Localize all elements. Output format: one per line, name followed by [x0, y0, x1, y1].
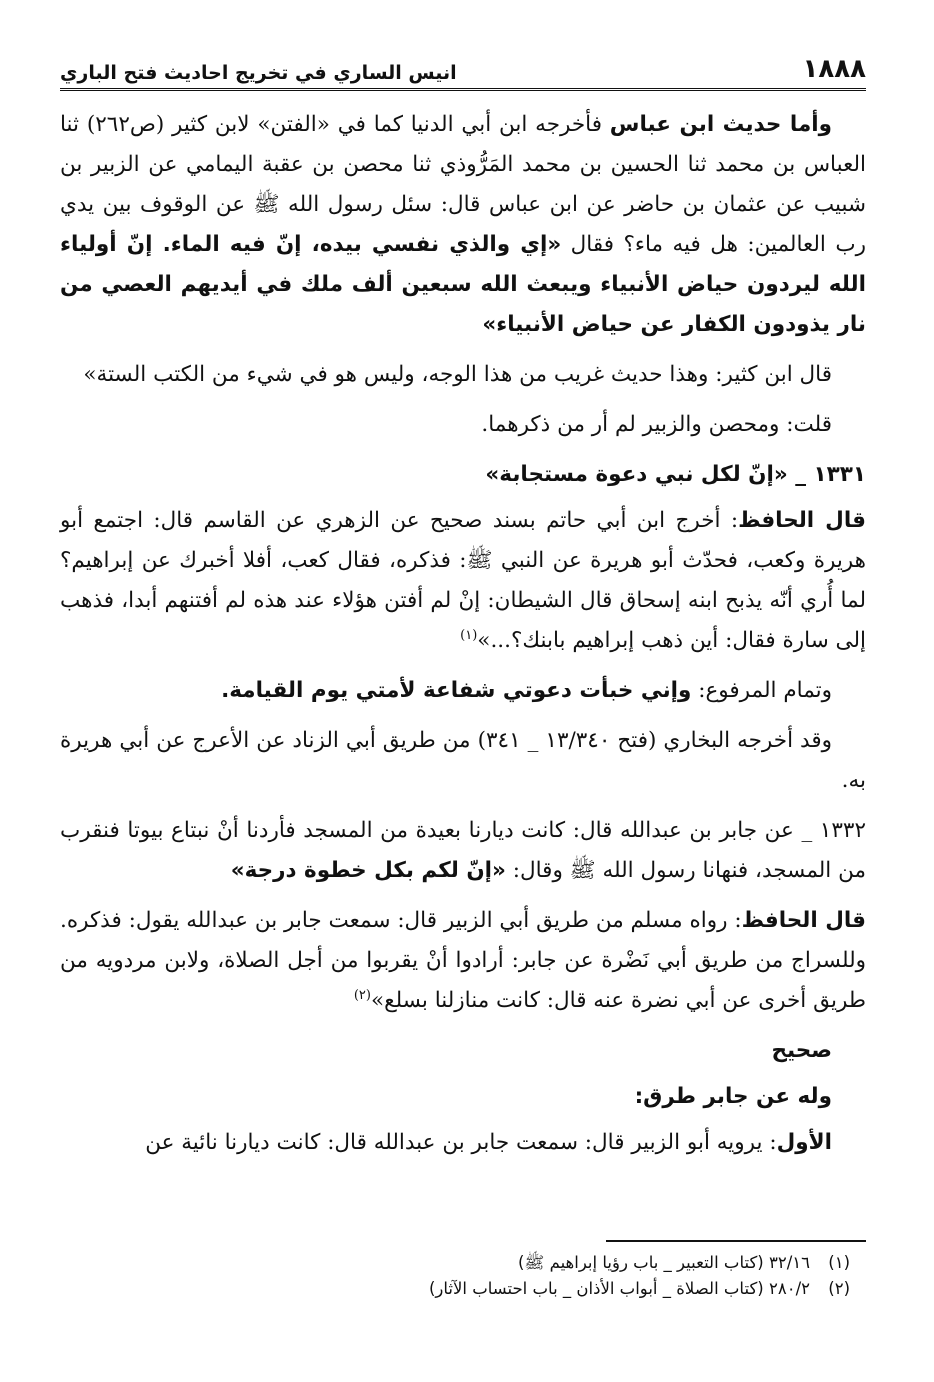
- paragraph-hafiz-1: [60, 501, 866, 661]
- paragraph-lead: وأما حديث ابن عباس: [609, 112, 832, 137]
- footnote-ref[interactable]: (٢): [353, 987, 371, 1003]
- footnote-item: [60, 1276, 866, 1302]
- footnote-item: [60, 1250, 866, 1276]
- paragraph-text: فأخرجه ابن أبي الدنيا كما في «الفتن» لابن كثير (ص٢٦٢) ثنا العباس بن محمد ثنا الحسين بن محمد المَرُّوذي ثنا محصن بن عقبة اليمامي عن الزبير بن شبيب عن عثمان بن حاضر عن ابن عباس قال: سئل رسول الله ﷺ عن الوقوف بين يدي رب العالمين: هل فيه ماء؟ فقال: [60, 112, 866, 257]
- running-title: انيس الساري في تخريج احاديث فتح الباري: [60, 62, 457, 84]
- hadith-1332: [60, 811, 866, 891]
- hadith-heading-1331: ١٣٣١ _ «إنّ لكل نبي دعوة مستجابة»: [485, 462, 866, 487]
- paragraph-qultu: قلت: ومحصن والزبير لم أر من ذكرهما.: [481, 412, 832, 437]
- paragraph-hafiz-2: [60, 901, 866, 1021]
- hadith-text: «إنّ لكم بكل خطوة درجة»: [230, 858, 506, 883]
- footnotes: [60, 1240, 866, 1302]
- footnote-ref[interactable]: (١): [460, 627, 478, 643]
- paragraph-ibn-kathir: قال ابن كثير: وهذا حديث غريب من هذا الوجه، وليس هو في شيء من الكتب الستة»: [83, 362, 832, 387]
- page-number: ١٨٨٨: [802, 54, 866, 84]
- paragraph-text: : يرويه أبو الزبير قال: سمعت جابر بن عبدالله قال: كانت ديارنا نائية عن: [145, 1130, 777, 1155]
- paragraph-bukhari: وقد أخرجه البخاري (فتح ١٣/٣٤٠ _ ٣٤١) من طريق أبي الزناد عن الأعرج عن أبي هريرة به.: [60, 728, 866, 793]
- paragraph-text: : رواه مسلم من طريق أبي الزبير قال: سمعت جابر بن عبدالله يقول: فذكره. وللسراج من طريق أبي نَضْرة عن جابر: أرادوا أنْ يقربوا من أجل الصلاة، ولابن مردويه من طريق أخرى عن أبي نضرة عنه قال: كانت منازلنا بسلع»: [59, 908, 866, 1013]
- paragraph-lead: الأول: [776, 1130, 832, 1155]
- grading-heading: صحيح: [771, 1038, 832, 1063]
- page-body: [60, 105, 866, 1163]
- footnote-number: (١): [828, 1253, 850, 1272]
- paragraph-lead: قال الحافظ: [738, 508, 866, 533]
- book-page: [60, 50, 866, 1173]
- footnote-text: ٣٢/١٦ (كتاب التعبير _ باب رؤيا إبراهيم ﷺ): [517, 1253, 810, 1272]
- turuq-heading: وله عن جابر طرق:: [634, 1084, 832, 1109]
- hadith-text: «إي والذي نفسي بيده، إنّ فيه الماء. إنّ أولياء الله ليردون حياض الأنبياء ويبعث الله سبعين ألف ملك في أيديهم العصي من نار يذودون الكفار عن حياض الأنبياء»: [60, 232, 866, 337]
- footnote-number: (٢): [828, 1279, 850, 1298]
- paragraph-marfu: [60, 671, 866, 711]
- paragraph-lead: قال الحافظ: [741, 908, 866, 933]
- page-header: [60, 50, 866, 91]
- footnote-divider: [606, 1240, 866, 1242]
- paragraph-text: وتمام المرفوع:: [691, 678, 832, 703]
- paragraph-text: : أخرج ابن أبي حاتم بسند صحيح عن الزهري عن القاسم قال: اجتمع أبو هريرة وكعب، فحدّث أبو هريرة عن النبي ﷺ: فذكره، فقال كعب، أفلا أخبرك عن إبراهيم؟ لما أُري أنّه يذبح ابنه إسحاق قال الشيطان: إنْ لم أفتن هؤلاء عند هذه لم أفتنهم أبدا، فذهب إلى سارة فقال: أين ذهب إبراهيم بابنك؟...»: [60, 508, 866, 653]
- footnote-text: ٢٨٠/٢ (كتاب الصلاة _ أبواب الأذان _ باب احتساب الآثار): [428, 1279, 810, 1298]
- paragraph-awwal: [60, 1123, 866, 1163]
- hadith-text: وإني خبأت دعوتي شفاعة لأمتي يوم القيامة.: [221, 678, 692, 703]
- paragraph-ibn-abbas: [60, 105, 866, 345]
- paragraph-text: ١٣٣٢ _ عن جابر بن عبدالله قال: كانت ديارنا بعيدة من المسجد فأردنا أنْ نبتاع بيوتا فنقرب من المسجد، فنهانا رسول الله ﷺ وقال:: [60, 818, 866, 883]
